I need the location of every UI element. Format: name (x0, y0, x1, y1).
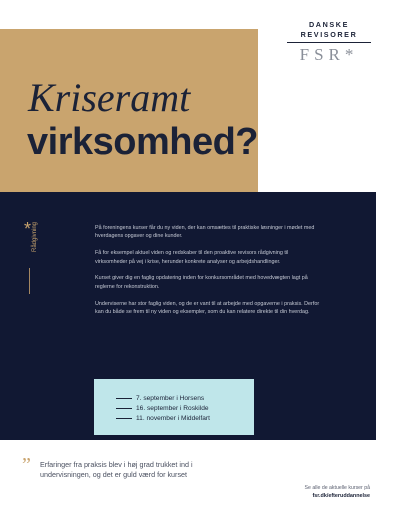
date-item (116, 403, 254, 413)
asterisk-icon: * (24, 219, 32, 239)
date-item (116, 413, 254, 423)
course-dates-box (94, 379, 254, 435)
date-text: 16. september i Roskilde (136, 404, 209, 412)
date-text: 7. september i Horsens (136, 394, 205, 402)
date-text: 11. november i Middelfart (136, 414, 210, 422)
body-text (95, 224, 320, 325)
dash-icon (116, 418, 132, 419)
title-line-1: Kriseramt (28, 75, 191, 120)
body-paragraph: På foreningens kurser får du ny viden, der kan omsættes til praktiske løsninger i mødet med hverdagens opgaver og dine kunder. (95, 225, 315, 240)
body-paragraph: Få for eksempel aktuel viden og redskaber til den proaktive revisors rådgivning til virksomheder på vej i krise, herunder konkrete analyser og arbejdshandlinger. (95, 250, 289, 265)
footer-link[interactable]: fsr.dk/efteruddannelse (312, 493, 370, 499)
title-line-2: virksomhed? (27, 121, 259, 163)
dash-icon (116, 398, 132, 399)
logo-divider (287, 42, 371, 43)
quote-mark-icon: ” (22, 454, 31, 476)
logo-line-danske: DANSKE (309, 20, 349, 29)
footer-cta (305, 484, 370, 500)
danske-revisorer-logo (287, 20, 371, 63)
category-label: Rådgivning (32, 221, 38, 252)
footer-text: Se alle de aktuelle kurser på (304, 485, 370, 491)
testimonial-quote: Erfaringer fra praksis blev i høj grad trukket ind i undervisningen, og det er guld værd for kurset (40, 460, 193, 479)
body-paragraph: Underviserne har stor faglig viden, og de er vant til at arbejde med opgaverne i praksis. Derfor kan du både se frem til ny viden og eksempler, som du kan relatere direkte til din hverdag. (95, 300, 320, 316)
dash-icon (116, 408, 132, 409)
body-paragraph: Kurset giver dig en faglig opdatering inden for konkursområdet med hovedvægten lagt på reglerne for rekonstruktion. (95, 275, 308, 290)
fsr-logo-mark: FSR* (299, 45, 359, 64)
logo-line-revisorer: REVISORER (300, 30, 358, 39)
date-item (116, 393, 254, 403)
category-divider (29, 268, 30, 294)
